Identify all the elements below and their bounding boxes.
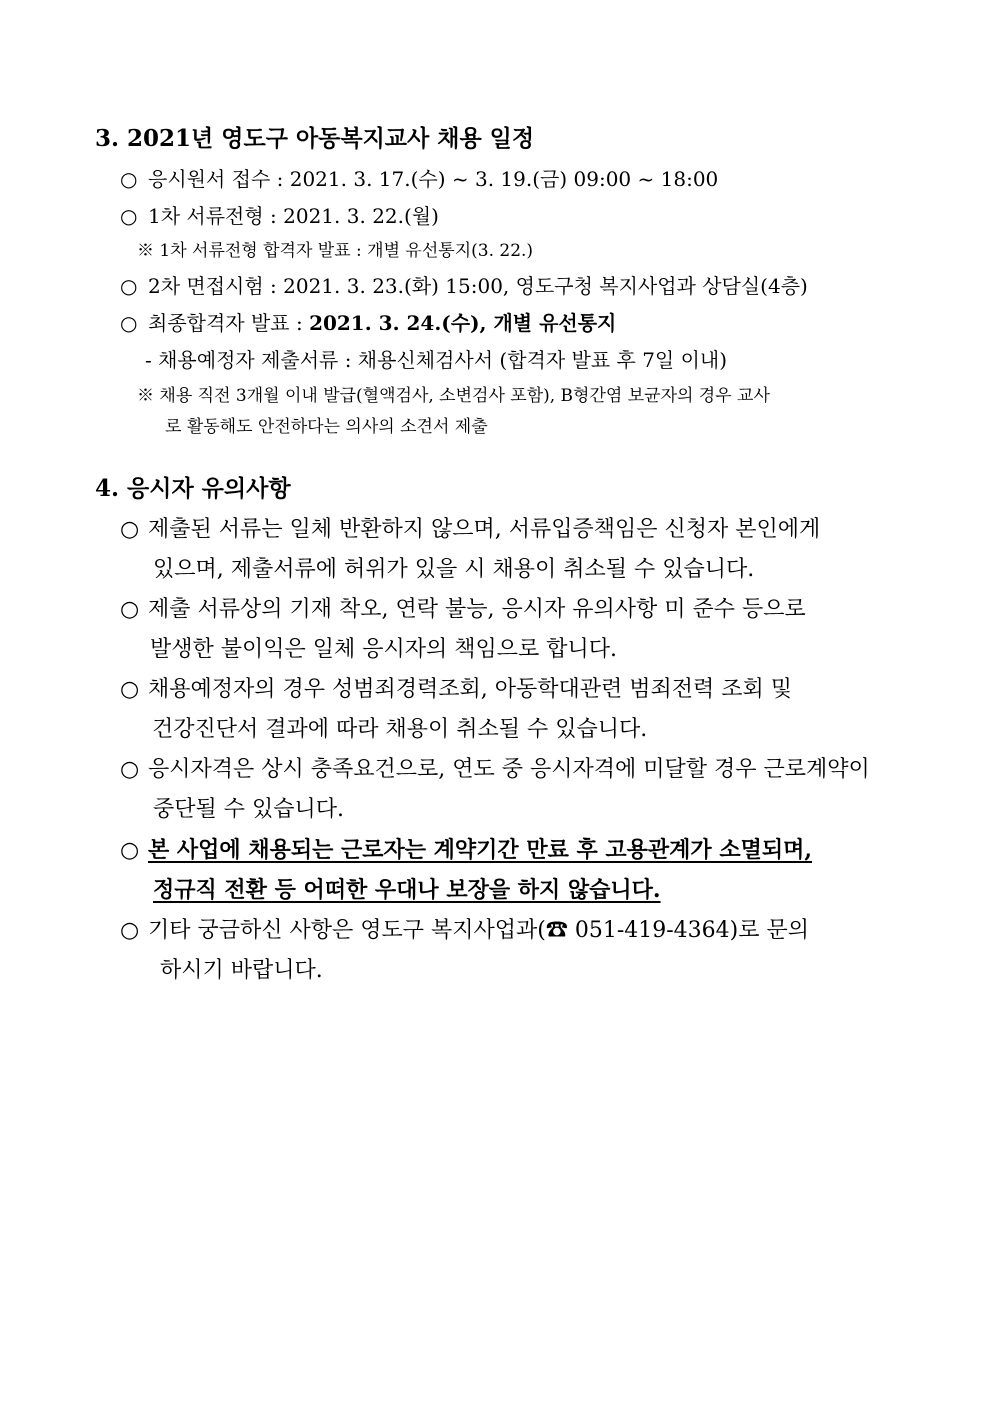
schedule-note-health-line2: 로 활동해도 안전하다는 의사의 소견서 제출 [165,417,488,437]
bullet-circle: ○ [120,918,140,943]
schedule-text: 응시원서 접수 : 2021. 3. 17.(수) ~ 3. 19.(금) 09:00 ~ 18:00 [148,167,719,191]
bullet-circle: ○ [120,838,140,863]
bullet-circle: ○ [120,311,138,335]
notice-item-6-cont: 하시기 바랍니다. [160,958,323,983]
notice-item-5 [120,833,812,864]
schedule-item-application [120,163,718,192]
notice-item-2-cont: 발생한 불이익은 일체 응시자의 책임으로 합니다. [150,637,618,662]
schedule-item-interview [120,270,808,299]
notice-item-3-cont: 건강진단서 결과에 따라 채용이 취소될 수 있습니다. [152,717,648,742]
notice-item-4-cont: 중단될 수 있습니다. [153,797,344,822]
schedule-text-bold: 2021. 3. 24.(수), 개별 유선통지 [309,311,617,335]
notice-item-5-cont [153,873,661,904]
notice-text: 기타 궁금하신 사항은 영도구 복지사업과(☎ 051-419-4364)로 문의 [148,918,810,943]
notice-item-1 [120,512,820,543]
section-3-title: 3. 2021년 영도구 아동복지교사 채용 일정 [95,125,535,152]
notice-text: 제출된 서류는 일체 반환하지 않으며, 서류입증책임은 신청자 본인에게 [148,517,821,542]
bullet-circle: ○ [120,517,140,542]
bullet-circle: ○ [120,204,138,228]
schedule-note-first-result: ※ 1차 서류전형 합격자 발표 : 개별 유선통지(3. 22.) [137,241,534,261]
section-4-title: 4. 응시자 유의사항 [95,475,291,502]
schedule-text: 최종합격자 발표 : [148,311,310,335]
schedule-text: 1차 서류전형 : 2021. 3. 22.(월) [148,204,439,228]
schedule-item-final-result [120,307,616,336]
bullet-circle: ○ [120,274,138,298]
notice-text-underlined: 본 사업에 채용되는 근로자는 계약기간 만료 후 고용관계가 소멸되며, [148,837,812,863]
schedule-item-document-screening [120,200,439,229]
schedule-note-health-line1: ※ 채용 직전 3개월 이내 발급(혈액검사, 소변검사 포함), B형간염 보균자의 경우 교사 [137,386,770,406]
bullet-circle: ○ [120,597,140,622]
bullet-circle: ○ [120,167,138,191]
schedule-sub-documents: - 채용예정자 제출서류 : 채용신체검사서 (합격자 발표 후 7일 이내) [145,348,728,372]
notice-item-6 [120,913,809,944]
notice-item-1-cont: 있으며, 제출서류에 허위가 있을 시 채용이 취소될 수 있습니다. [153,557,755,582]
bullet-circle: ○ [120,677,140,702]
notice-text: 제출 서류상의 기재 착오, 연락 불능, 응시자 유의사항 미 준수 등으로 [148,597,806,622]
schedule-text: 2차 면접시험 : 2021. 3. 23.(화) 15:00, 영도구청 복지사업과 상담실(4층) [148,274,808,298]
notice-text: 채용예정자의 경우 성범죄경력조회, 아동학대관련 범죄전력 조회 및 [148,677,793,702]
notice-item-3 [120,672,792,703]
notice-item-4 [120,752,870,783]
notice-text: 응시자격은 상시 충족요건으로, 연도 중 응시자격에 미달할 경우 근로계약이 [148,757,870,782]
notice-item-2 [120,592,806,623]
bullet-circle: ○ [120,757,140,782]
notice-text-underlined: 정규직 전환 등 어떠한 우대나 보장을 하지 않습니다. [153,877,661,903]
